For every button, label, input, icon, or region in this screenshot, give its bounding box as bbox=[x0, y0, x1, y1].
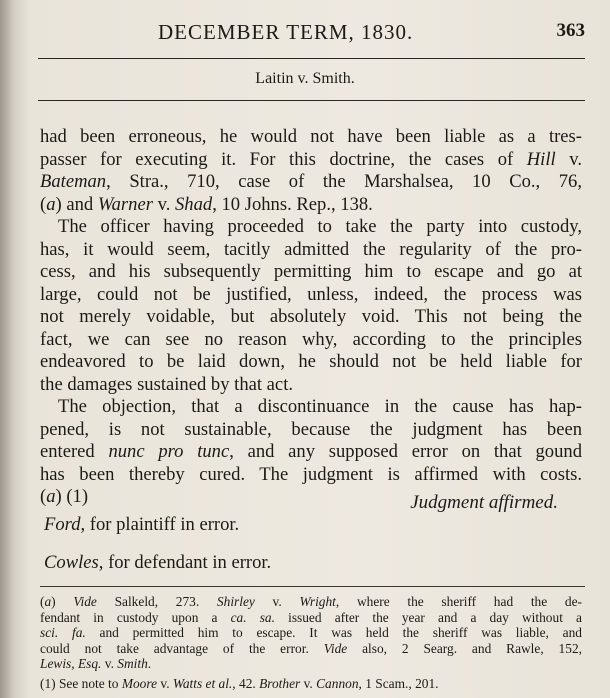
header-rule-bottom bbox=[38, 100, 585, 101]
text-line: (a) (1) bbox=[40, 486, 89, 507]
opinion-text bbox=[40, 126, 582, 509]
text-line: The objection, that a discontinuance in the cause has hap- bbox=[58, 396, 582, 417]
judgment-line: Judgment affirmed. bbox=[410, 492, 558, 513]
text-line: pened, is not sustainable, because the judgment has been bbox=[40, 418, 582, 440]
case-title: Laitin v. Smith. bbox=[255, 70, 355, 87]
text-line: (a) and Warner v. Shad, 10 Johns. Rep., 138. bbox=[40, 193, 373, 215]
footnote-line: Lewis, Esq. v. Smith. bbox=[40, 656, 152, 672]
text-line: has been thereby cured. The judgment is affirmed with costs. bbox=[40, 463, 582, 485]
text-line: had been erroneous, he would not have been liable as a tres- bbox=[40, 126, 582, 147]
text-line: endeavored to be laid down, he should not be held liable for bbox=[40, 351, 582, 372]
header-rule-top bbox=[38, 58, 585, 59]
footnote-line: sci. fa. and permitted him to escape. It was held the sheriff was liable, and bbox=[40, 625, 582, 641]
footnote-line: fendant in custody upon a ca. sa. issued after the year and a day without a bbox=[40, 609, 582, 625]
text-line: passer for executing it. For this doctrine, the cases of Hill v. bbox=[40, 148, 582, 170]
running-head bbox=[40, 18, 585, 50]
footnote-line: (1) See note to Moore v. Watts et al., 42. Brother v. Cannon, 1 Scam., 201. bbox=[40, 675, 439, 691]
text-line: has, it would seem, tacitly admitted the regularity of the pro- bbox=[40, 238, 582, 260]
footnote-1 bbox=[40, 676, 582, 692]
text-line: The officer having proceeded to take the party into custody, bbox=[58, 216, 582, 237]
text-line: the damages sustained by that act. bbox=[40, 373, 294, 395]
text-line: entered nunc pro tunc, and any supposed error on that gound bbox=[40, 441, 582, 462]
text-line: large, could not be justified, unless, indeed, the process was bbox=[40, 283, 582, 305]
footnote-line: (a) Vide Salkeld, 273. Shirley v. Wright, where the sheriff had the de- bbox=[40, 594, 582, 609]
paragraph-1 bbox=[40, 126, 582, 216]
footnotes bbox=[40, 594, 582, 692]
page-number: 363 bbox=[556, 20, 585, 41]
footnote-rule bbox=[40, 586, 585, 587]
text-line: Bateman, Stra., 710, case of the Marshalsea, 10 Co., 76, bbox=[40, 171, 582, 192]
text-line: cess, and his subsequently permitting him to escape and go at bbox=[40, 261, 582, 282]
text-line: fact, we can see no reason why, according to the principles bbox=[40, 328, 582, 350]
text-line: not merely voidable, but absolutely void. This not being the bbox=[40, 306, 582, 327]
footnote-line: could not take advantage of the error. Vide also, 2 Searg. and Rawle, 152, bbox=[40, 640, 582, 656]
defendant-counsel: Cowles, for defendant in error. bbox=[44, 552, 272, 573]
plaintiff-counsel: Ford, for plaintiff in error. bbox=[44, 514, 240, 535]
term-heading: DECEMBER TERM, 1830. bbox=[158, 20, 414, 44]
paragraph-2 bbox=[40, 216, 582, 396]
footnote-a bbox=[40, 594, 582, 672]
